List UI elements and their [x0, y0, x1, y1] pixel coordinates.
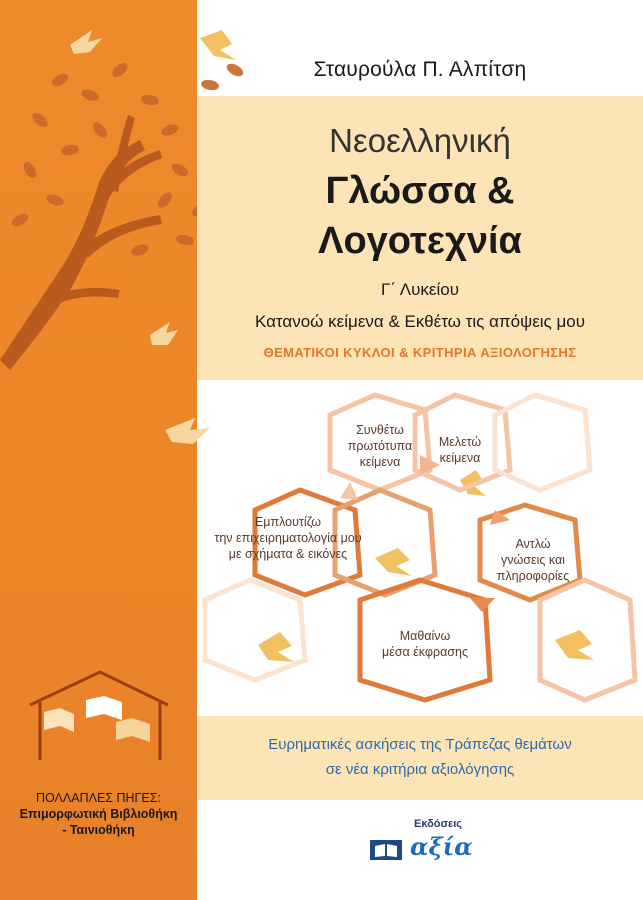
hex-text: Συνθέτω: [356, 423, 404, 437]
hex-text: Μελετώ: [438, 435, 482, 449]
hex-text: κείμενα: [439, 451, 481, 465]
title-line-2: Γλώσσα &: [325, 170, 515, 212]
hex-text: πληροφορίες: [496, 569, 570, 583]
title-box: [197, 96, 643, 380]
sources-line-3: - Ταινιοθήκη: [62, 823, 135, 837]
hex-text: την επιχειρηματολογία μου: [214, 531, 362, 545]
tree-illustration: [0, 115, 162, 370]
hex-text: μέσα έκφρασης: [382, 645, 468, 659]
sources-block: [0, 790, 197, 838]
hex-label-learn: [360, 628, 490, 660]
sources-line-1: ΠΟΛΛΑΠΛΕΣ ΠΗΓΕΣ:: [36, 791, 161, 805]
hex-text: πρωτότυπα: [347, 439, 413, 453]
publisher-logo: [370, 818, 480, 866]
publisher-label: Εκδόσεις: [414, 818, 463, 830]
open-book-icon: [370, 840, 402, 860]
hex-text: Αντλώ: [515, 537, 551, 551]
publisher-name: αξία: [410, 832, 473, 861]
hex-text: γνώσεις και: [501, 553, 565, 567]
subtitle-thematic: ΘΕΜΑΤΙΚΟΙ ΚΥΚΛΟΙ & ΚΡΙΤΗΡΙΑ ΑΞΙΟΛΟΓΗΣΗΣ: [263, 345, 577, 360]
bottom-info-box: [197, 716, 643, 800]
hex-text: Εμπλουτίζω: [254, 515, 322, 529]
title-line-1: Νεοελληνική: [329, 122, 511, 159]
hex-label-study: [410, 434, 510, 466]
library-house-icon: [30, 672, 168, 760]
hex-text: με σχήματα & εικόνες: [228, 547, 348, 561]
author-name: Σταυρούλα Π. Αλπίτση: [313, 58, 527, 81]
sources-line-2: Επιμορφωτική Βιβλιοθήκη: [19, 807, 178, 821]
publisher-book-icon: [370, 840, 402, 860]
grade-label: Γ΄ Λυκείου: [380, 280, 460, 299]
title-line-3: Λογοτεχνία: [318, 220, 522, 262]
hex-text: κείμενα: [359, 455, 401, 469]
hex-text: Μαθαίνω: [399, 629, 451, 643]
hex-label-enrich: [198, 514, 378, 562]
bottom-line-2: σε νέα κριτήρια αξιολόγησης: [325, 761, 515, 778]
hex-label-draw: [478, 536, 588, 584]
subtitle: Κατανοώ κείμενα & Εκθέτω τις απόψεις μου: [254, 312, 586, 331]
bottom-line-1: Ευρηματικές ασκήσεις της Τράπεζας θεμάτων: [268, 736, 572, 753]
